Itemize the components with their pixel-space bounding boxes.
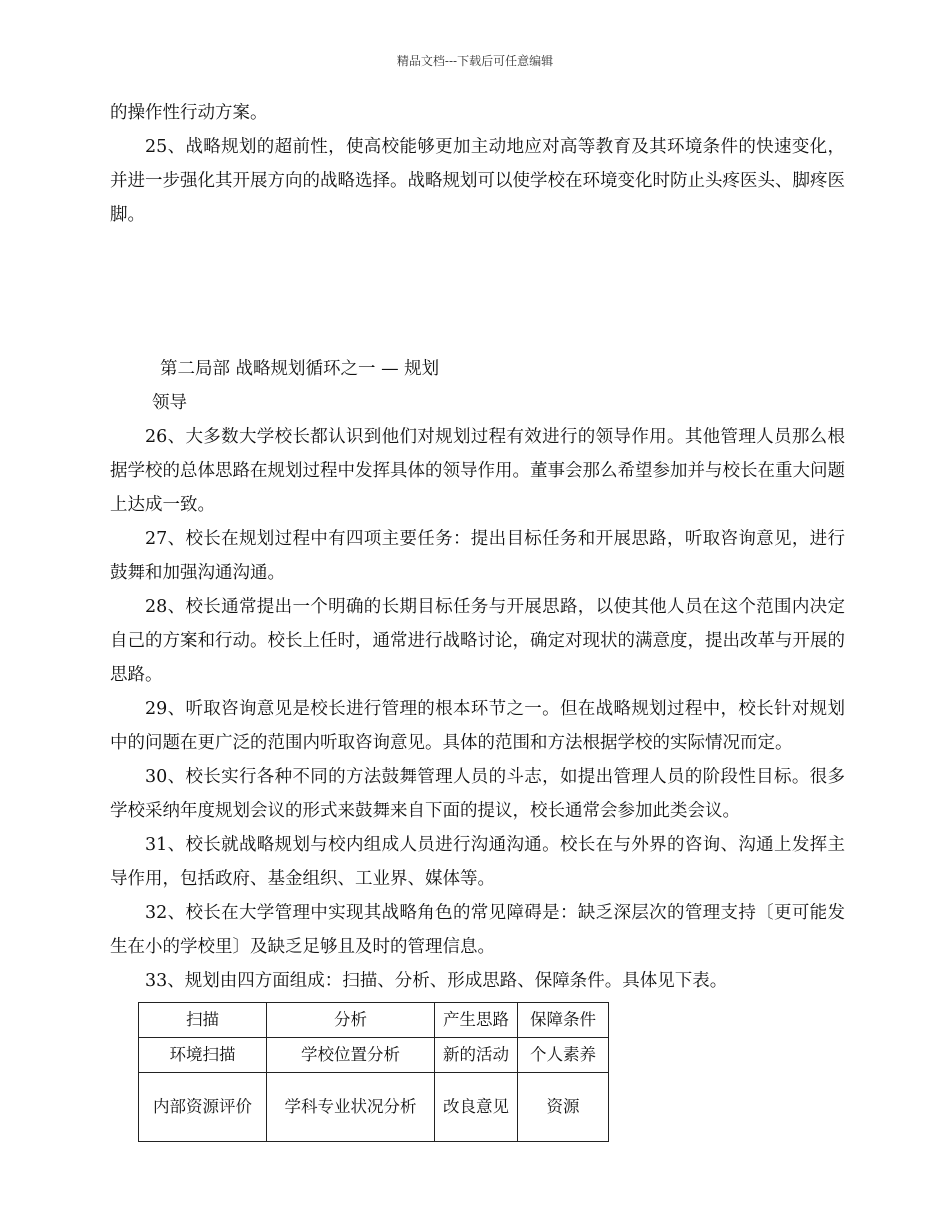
table-header-cell: 扫描: [139, 1003, 267, 1038]
table-cell: 学校位置分析: [267, 1038, 435, 1073]
paragraph-30: 30、校长实行各种不同的方法鼓舞管理人员的斗志，如提出管理人员的阶段性目标。很多学校采纳年度规划会议的形式来鼓舞来自下面的提议，校长通常会参加此类会议。: [110, 767, 845, 821]
section-subtitle: 领导: [152, 393, 187, 413]
table-header-cell: 分析: [267, 1003, 435, 1038]
paragraph-29: 29、听取咨询意见是校长进行管理的根本环节之一。但在战略规划过程中，校长针对规划中的问题在更广泛的范围内听取咨询意见。具体的范围和方法根据学校的实际情况而定。: [110, 699, 845, 753]
table-header-row: [139, 1003, 609, 1038]
section-spacer: [110, 232, 845, 352]
paragraph-32: 32、校长在大学管理中实现其战略角色的常见障碍是：缺乏深层次的管理支持〔更可能发生在小的学校里〕及缺乏足够且及时的管理信息。: [110, 903, 845, 957]
table-cell: 内部资源评价: [139, 1073, 267, 1142]
planning-table: [138, 1002, 609, 1142]
paragraph-continuation: 的操作性行动方案。: [110, 103, 268, 123]
paragraph-33: 33、规划由四方面组成：扫描、分析、形成思路、保障条件。具体见下表。: [145, 971, 728, 991]
table-header-cell: 产生思路: [435, 1003, 518, 1038]
paragraph-26: 26、大多数大学校长都认识到他们对规划过程有效进行的领导作用。其他管理人员那么根据学校的总体思路在规划过程中发挥具体的领导作用。董事会那么希望参加并与校长在重大问题上达成一致。: [110, 427, 845, 515]
table-cell: 新的活动: [435, 1038, 518, 1073]
table-cell: 学科专业状况分析: [267, 1073, 435, 1142]
table-cell: 改良意见: [435, 1073, 518, 1142]
section-title: 第二局部 战略规划循环之一 — 规划: [160, 359, 440, 379]
page-header: 精品文档---下载后可任意编辑: [396, 54, 554, 68]
table-row: [139, 1038, 609, 1073]
paragraph-31: 31、校长就战略规划与校内组成人员进行沟通沟通。校长在与外界的咨询、沟通上发挥主导作用，包括政府、基金组织、工业界、媒体等。: [110, 835, 845, 889]
paragraph-27: 27、校长在规划过程中有四项主要任务：提出目标任务和开展思路，听取咨询意见，进行鼓舞和加强沟通沟通。: [110, 529, 845, 583]
table-header-cell: 保障条件: [518, 1003, 609, 1038]
table-cell: 资源: [518, 1073, 609, 1142]
table-cell: 个人素养: [518, 1038, 609, 1073]
table-row: [139, 1073, 609, 1142]
paragraph-28: 28、校长通常提出一个明确的长期目标任务与开展思路，以使其他人员在这个范围内决定自己的方案和行动。校长上任时，通常进行战略讨论，确定对现状的满意度，提出改革与开展的思路。: [110, 597, 845, 685]
table-cell: 环境扫描: [139, 1038, 267, 1073]
paragraph-25: 25、战略规划的超前性，使高校能够更加主动地应对高等教育及其环境条件的快速变化，并进一步强化其开展方向的战略选择。战略规划可以使学校在环境变化时防止头疼医头、脚疼医脚。: [110, 137, 845, 225]
document-body: [110, 96, 845, 1142]
